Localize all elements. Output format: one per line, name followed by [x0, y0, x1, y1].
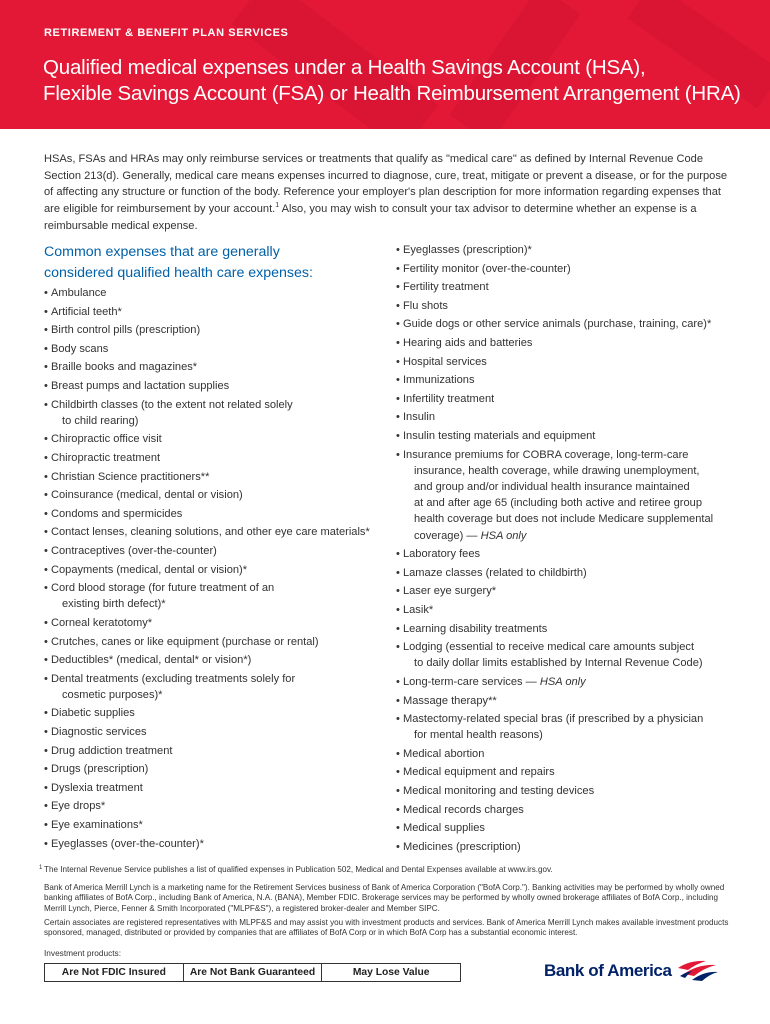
- list-item: [396, 583, 736, 599]
- list-item-text: Massage therapy**: [402, 694, 497, 707]
- list-item-text: HSA only: [480, 529, 527, 542]
- list-item-text: Ambulance: [50, 287, 107, 299]
- list-item-text: Deductibles* (medical, dental* or vision*): [50, 654, 252, 667]
- list-item: [396, 447, 736, 544]
- list-item-text: Medical equipment and repairs: [402, 766, 555, 779]
- list-item-text: Medical supplies: [402, 822, 485, 835]
- eyebrow-label: RETIREMENT & BENEFIT PLAN SERVICES: [44, 27, 289, 39]
- list-item-text: Lodging (essential to receive medical care amounts subject: [402, 641, 695, 654]
- list-item: [396, 783, 736, 799]
- intro-paragraph: [44, 151, 734, 235]
- title-line-1: Qualified medical expenses under a Health Savings Account (HSA),: [43, 56, 646, 79]
- list-item-text: Medical records charges: [402, 803, 524, 816]
- section-heading: [44, 242, 313, 284]
- list-item: [396, 764, 736, 780]
- list-item-text: Condoms and spermicides: [50, 507, 183, 520]
- flagscape-icon: [676, 958, 720, 984]
- list-item: [396, 565, 736, 581]
- list-item: [44, 580, 384, 612]
- list-item-text: for mental health reasons): [414, 729, 543, 742]
- list-item-text: Guide dogs or other service animals (purchase, training, care)*: [402, 318, 712, 331]
- list-item: [396, 242, 736, 258]
- list-item: [44, 761, 384, 777]
- expense-list-left: [44, 285, 384, 854]
- list-item-text: Lasik*: [402, 603, 434, 616]
- investment-products-label: Investment products:: [44, 948, 122, 958]
- bank-of-america-logo: [544, 958, 720, 984]
- list-item-text: insurance, health coverage, while drawing unemployment,: [414, 464, 700, 477]
- list-item: [44, 705, 384, 721]
- list-item: [396, 546, 736, 562]
- list-item-text: Chiropractic office visit: [50, 433, 162, 446]
- list-item-text: Hospital services: [402, 355, 487, 368]
- header-banner: [0, 0, 770, 129]
- list-item-text: Body scans: [50, 342, 109, 355]
- list-item: [396, 674, 736, 690]
- badge-not-bank-guaranteed: Are Not Bank Guaranteed: [183, 964, 322, 981]
- list-item: [44, 562, 384, 578]
- list-item-text: Insulin: [402, 411, 436, 424]
- intro-text: HSAs, FSAs and HRAs may only reimburse services or treatments that qualify as "medical care" as defined by Internal Revenue Code Section 213(d). Generally, medical care means expenses incurred to diagnose, cure, treat, mitigate or prevent a disease, or for the purpose of affecting any structure or function of the body. Reference your employer's plan description for more information regarding expenses that are eligible for reimbursement by your account.: [44, 153, 728, 216]
- list-item: [44, 397, 384, 429]
- list-item-text: Insulin testing materials and equipment: [402, 429, 596, 442]
- list-item: [44, 780, 384, 796]
- list-item-text: Birth control pills (prescription): [50, 324, 201, 337]
- list-item-text: Crutches, canes or like equipment (purchase or rental): [50, 635, 319, 648]
- list-item: [44, 836, 384, 852]
- list-item-text: Eye examinations*: [50, 819, 143, 832]
- heading-line-1: Common expenses that are generally: [44, 244, 280, 260]
- intro-text-continued: Also, you may wish to consult your tax advisor to determine whether an expense is a reimbursable medical expense.: [44, 203, 697, 232]
- list-item: [396, 372, 736, 388]
- list-item: [396, 639, 736, 671]
- list-item-text: Christian Science practitioners**: [50, 470, 210, 483]
- list-item: [396, 335, 736, 351]
- list-item-text: Immunizations: [402, 374, 475, 387]
- disclosure-paragraph-2: Certain associates are registered representatives with MLPF&S and may assist you with investment products and services. Bank of America Merrill Lynch makes available investment products sponsored, managed, distributed or provided by companies that are affiliates of BofA Corp or in which BofA Corp has a substantial economic interest.: [44, 917, 729, 938]
- list-item: [396, 746, 736, 762]
- list-item-text: Eyeglasses (over-the-counter)*: [50, 837, 204, 850]
- title-line-2: Flexible Savings Account (FSA) or Health Reimbursement Arrangement (HRA): [43, 82, 741, 105]
- list-item: [44, 524, 384, 540]
- list-item: [44, 285, 384, 301]
- list-item: [44, 431, 384, 447]
- list-item-text: Diabetic supplies: [50, 707, 135, 720]
- list-item: [44, 506, 384, 522]
- list-item: [44, 798, 384, 814]
- list-item: [396, 316, 736, 332]
- list-item-text: Eye drops*: [50, 800, 106, 813]
- list-item-text: HSA only: [539, 675, 586, 688]
- list-item: [44, 469, 384, 485]
- list-item-text: Breast pumps and lactation supplies: [50, 379, 230, 392]
- list-item: [44, 322, 384, 338]
- list-item-text: existing birth defect)*: [62, 598, 166, 611]
- list-item-text: Infertility treatment: [402, 392, 495, 405]
- footnote-mark: 1: [39, 865, 43, 871]
- list-item: [396, 391, 736, 407]
- logo-wordmark: Bank of America: [544, 961, 672, 980]
- list-item-text: Diagnostic services: [50, 726, 147, 739]
- list-item-text: Childbirth classes (to the extent not related solely: [50, 398, 293, 411]
- fdic-disclosure-box: [44, 963, 461, 982]
- list-item-text: Flu shots: [402, 299, 448, 312]
- heading-line-2: considered qualified health care expenses:: [44, 265, 313, 281]
- list-item-text: Contact lenses, cleaning solutions, and other eye care materials*: [50, 526, 370, 539]
- list-item-text: Laboratory fees: [402, 548, 481, 561]
- list-item-text: health coverage but does not include Medicare supplemental: [414, 513, 714, 526]
- list-item-text: Coinsurance (medical, dental or vision): [50, 489, 243, 502]
- list-item-text: Cord blood storage (for future treatment of an: [50, 582, 275, 595]
- list-item-text: Chiropractic treatment: [50, 451, 161, 464]
- list-item: [44, 543, 384, 559]
- list-item-text: Fertility treatment: [402, 281, 489, 294]
- list-item: [396, 354, 736, 370]
- list-item-text: and group and/or individual health insurance maintained: [414, 480, 690, 493]
- list-item: [44, 378, 384, 394]
- list-item: [44, 652, 384, 668]
- list-item: [44, 724, 384, 740]
- list-item: [396, 711, 736, 743]
- list-item-text: Dental treatments (excluding treatments solely for: [50, 672, 296, 685]
- list-item-text: Mastectomy-related special bras (if prescribed by a physician: [402, 713, 704, 726]
- list-item: [396, 279, 736, 295]
- list-item-text: Insurance premiums for COBRA coverage, long-term-care: [402, 448, 689, 461]
- list-item: [44, 634, 384, 650]
- list-item-text: Artificial teeth*: [50, 305, 122, 318]
- list-item: [396, 820, 736, 836]
- list-item-text: Drug addiction treatment: [50, 744, 173, 757]
- list-item: [396, 839, 736, 855]
- list-item-text: Hearing aids and batteries: [402, 336, 533, 349]
- list-item: [44, 304, 384, 320]
- list-item: [44, 817, 384, 833]
- list-item-text: cosmetic purposes)*: [62, 688, 163, 701]
- list-item-text: to daily dollar limits established by Internal Revenue Code): [414, 657, 703, 670]
- list-item-text: Medical monitoring and testing devices: [402, 785, 595, 798]
- list-item-text: Learning disability treatments: [402, 622, 548, 635]
- list-item: [44, 743, 384, 759]
- list-item-text: Copayments (medical, dental or vision)*: [50, 563, 248, 576]
- footnote-ref: 1: [275, 202, 280, 210]
- badge-may-lose-value: May Lose Value: [321, 964, 460, 981]
- list-item-text: coverage) —: [414, 529, 481, 542]
- list-item-text: Corneal keratotomy*: [50, 616, 153, 629]
- list-item-text: Contraceptives (over-the-counter): [50, 544, 217, 557]
- list-item-line: [405, 528, 736, 544]
- list-item-text: Laser eye surgery*: [402, 585, 497, 598]
- list-item-text: Drugs (prescription): [50, 763, 149, 776]
- page-title: [43, 55, 741, 107]
- list-item-text: Fertility monitor (over-the-counter): [402, 262, 571, 275]
- list-item: [44, 359, 384, 375]
- list-item: [44, 487, 384, 503]
- expense-list-right: [396, 242, 736, 857]
- list-item: [396, 409, 736, 425]
- list-item-text: Medicines (prescription): [402, 840, 521, 853]
- list-item-text: Eyeglasses (prescription)*: [402, 244, 532, 256]
- disclosure-paragraph-1: Bank of America Merrill Lynch is a marketing name for the Retirement Services business of Bank of America Corporation ("BofA Corp."). Banking activities may be performed by wholly owned banking affiliates of BofA Corp., including Bank of America, N.A. (BANA), Member FDIC. Brokerage services may be performed by wholly owned brokerage affiliates of BofA Corp., including Merrill Lynch, Pierce, Fenner & Smith Incorporated ("MLPF&S"), a registered broker-dealer and Member SIPC.: [44, 883, 725, 913]
- list-item: [396, 261, 736, 277]
- list-item-text: Braille books and magazines*: [50, 361, 198, 374]
- list-item: [396, 621, 736, 637]
- list-item-text: Dyslexia treatment: [50, 781, 143, 794]
- list-item: [44, 615, 384, 631]
- badge-not-fdic-insured: Are Not FDIC Insured: [61, 967, 166, 978]
- list-item-text: at and after age 65 (including both active and retiree group: [414, 497, 703, 510]
- list-item-text: Medical abortion: [402, 747, 485, 760]
- list-item: [396, 693, 736, 709]
- list-item: [396, 428, 736, 444]
- footnote-text: The Internal Revenue Service publishes a list of qualified expenses in Publication 502, Medical and Dental Expenses available at www.irs.gov.: [44, 865, 553, 874]
- list-item: [44, 450, 384, 466]
- list-item: [44, 341, 384, 357]
- list-item: [396, 802, 736, 818]
- list-item-text: Long-term-care services —: [402, 675, 540, 688]
- list-item: [44, 671, 384, 703]
- list-item: [396, 298, 736, 314]
- list-item: [396, 602, 736, 618]
- list-item-text: Lamaze classes (related to childbirth): [402, 566, 587, 579]
- list-item-text: to child rearing): [62, 414, 139, 427]
- footer-disclosures: [44, 865, 734, 942]
